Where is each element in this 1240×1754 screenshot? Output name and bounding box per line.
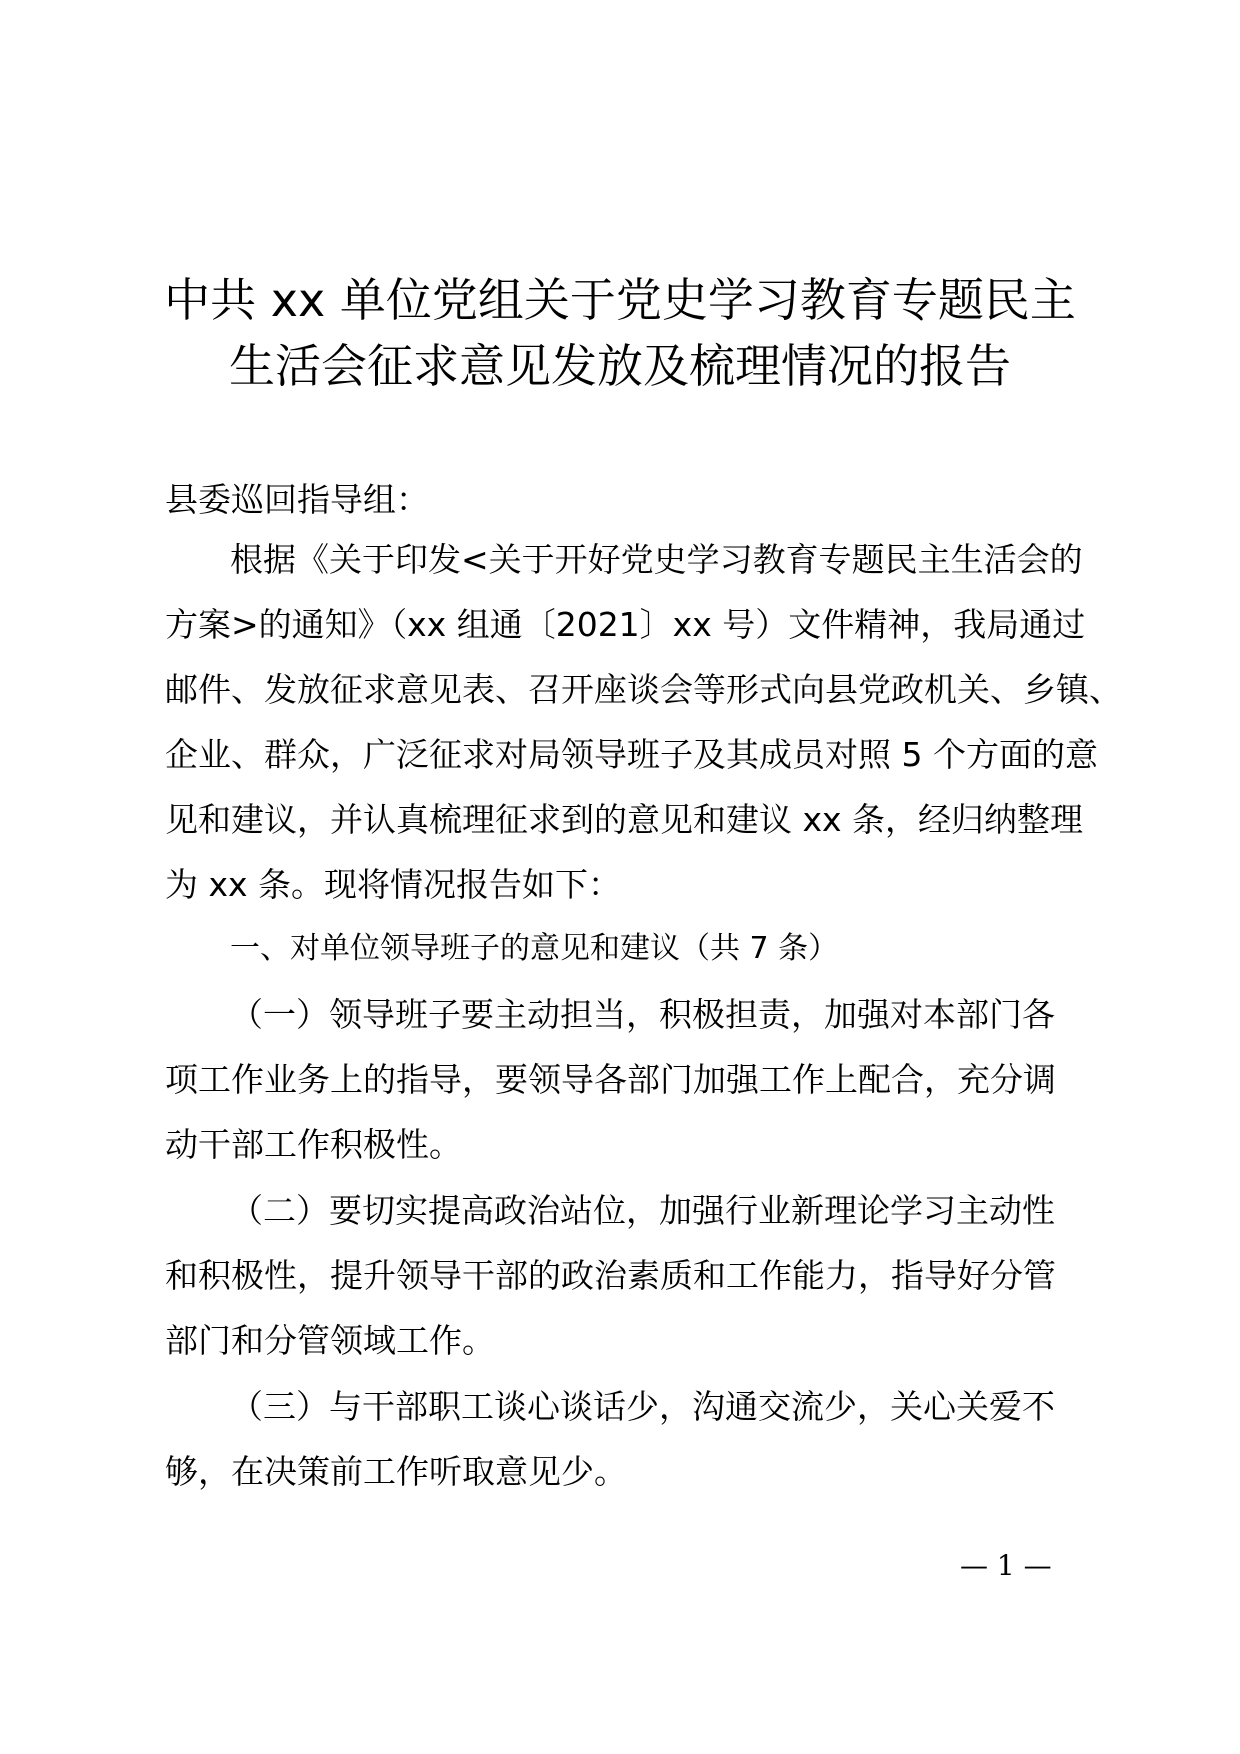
item-1-line-3: 动干部工作积极性。 [165, 1125, 462, 1164]
intro-line-2: 方案>的通知》（xx 组通〔2021〕xx 号）文件精神，我局通过 [165, 605, 1086, 644]
item-3-line-2: 够，在决策前工作听取意见少。 [165, 1452, 627, 1491]
intro-line-3: 邮件、发放征求意见表、召开座谈会等形式向县党政机关、乡镇、 [165, 670, 1122, 709]
page-number: — 1 — [960, 1549, 1052, 1582]
item-1-line-2: 项工作业务上的指导，要领导各部门加强工作上配合，充分调 [165, 1060, 1056, 1099]
item-1-line-1: （一）领导班子要主动担当，积极担责，加强对本部门各 [230, 995, 1055, 1034]
item-2-line-3: 部门和分管领域工作。 [165, 1321, 495, 1360]
salutation: 县委巡回指导组： [165, 480, 429, 519]
item-2-line-1: （二）要切实提高政治站位，加强行业新理论学习主动性 [230, 1191, 1055, 1230]
intro-line-6: 为 xx 条。现将情况报告如下： [165, 865, 622, 904]
section-1-heading: 一、对单位领导班子的意见和建议（共 7 条） [230, 931, 839, 966]
document-title-line-2: 生活会征求意见发放及梳理情况的报告 [229, 339, 1011, 393]
document-title-line-1: 中共 xx 单位党组关于党史学习教育专题民主 [164, 273, 1076, 327]
intro-line-1: 根据《关于印发<关于开好党史学习教育专题民主生活会的 [230, 540, 1083, 579]
intro-line-4: 企业、群众，广泛征求对局领导班子及其成员对照 5 个方面的意 [165, 735, 1098, 774]
intro-line-5: 见和建议，并认真梳理征求到的意见和建议 xx 条，经归纳整理 [165, 800, 1084, 839]
item-3-line-1: （三）与干部职工谈心谈话少，沟通交流少，关心关爱不 [230, 1387, 1055, 1426]
item-2-line-2: 和积极性，提升领导干部的政治素质和工作能力，指导好分管 [165, 1256, 1056, 1295]
